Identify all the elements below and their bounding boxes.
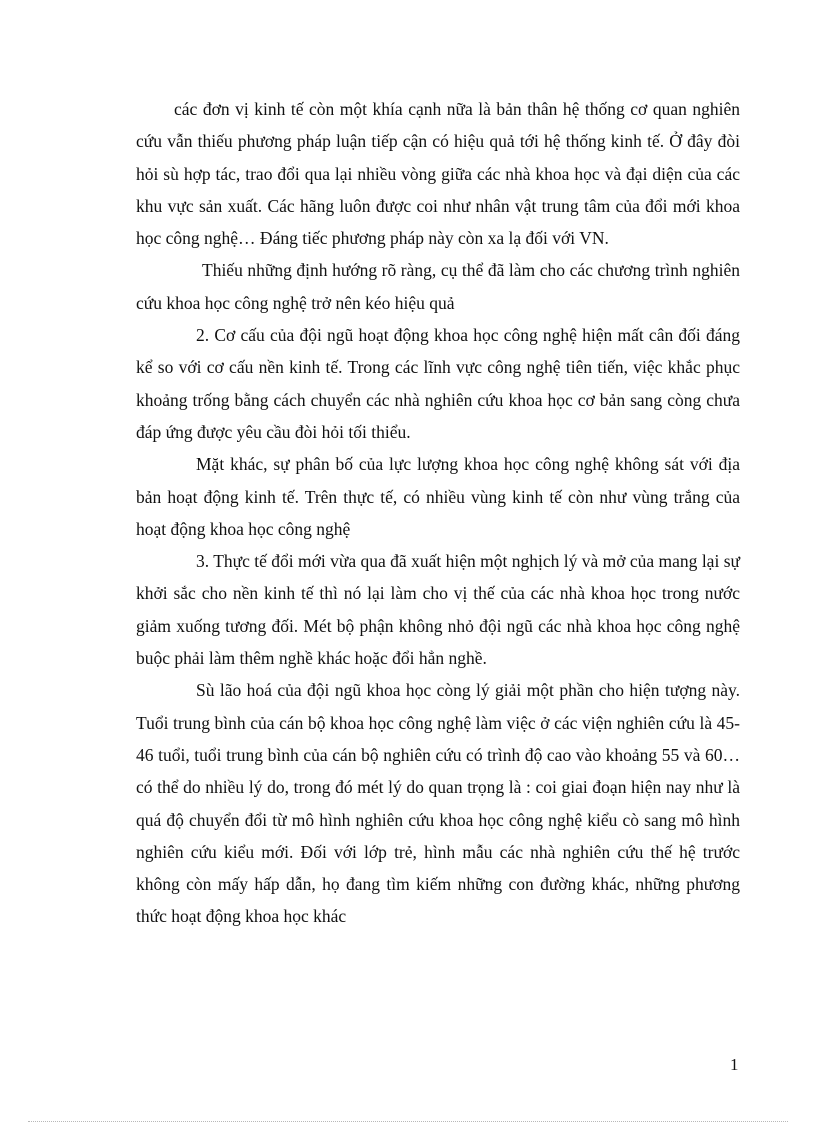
paragraph-1: các đơn vị kinh tế còn một khía cạnh nữa là bản thân hệ thống cơ quan nghiên cứu vẫn thiếu phương pháp luận tiếp cận có hiệu quả tới hệ thống kinh tế. Ở đây đòi hỏi sù hợp tác, trao đổi qua lại nhiều vòng giữa các nhà khoa học và đại diện của các khu vực sản xuất. Các hãng luôn được coi như nhân vật trung tâm của đổi mới khoa học công nghệ… Đáng tiếc phương pháp này còn xa lạ đối với VN. xyxy=(136,99,740,249)
paragraph-4: Mặt khác, sự phân bố của lực lượng khoa học công nghệ không sát với địa bản hoạt động kinh tế. Trên thực tế, có nhiều vùng kinh tế còn như vùng trắng của hoạt động khoa học công nghệ xyxy=(136,454,740,539)
footer-divider xyxy=(28,1121,788,1122)
paragraph-3: 2. Cơ cấu của đội ngũ hoạt động khoa học công nghệ hiện mất cân đối đáng kể so với cơ cấu nền kinh tế. Trong các lĩnh vực công nghệ tiên tiến, việc khắc phục khoảng trống bằng cách chuyển các nhà nghiên cứu khoa học cơ bản sang còng chưa đáp ứng được yêu cầu đòi hỏi tối thiểu. xyxy=(136,325,740,442)
paragraph-2: Thiếu những định hướng rõ ràng, cụ thể đã làm cho các chương trình nghiên cứu khoa học công nghệ trở nên kéo hiệu quả xyxy=(136,260,740,313)
body-text xyxy=(136,93,740,933)
paragraph-5: 3. Thực tế đổi mới vừa qua đã xuất hiện một nghịch lý và mở của mang lại sự khởi sắc cho nền kinh tế thì nó lại làm cho vị thế của các nhà khoa học trong nước giảm xuống tương đối. Mét bộ phận không nhỏ đội ngũ các nhà khoa học công nghệ buộc phải làm thêm nghề khác hoặc đổi hẳn nghề. xyxy=(136,551,740,669)
paragraph-6: Sù lão hoá của đội ngũ khoa học còng lý giải một phần cho hiện tượng này. Tuổi trung bình của cán bộ khoa học công nghệ làm việc ở các viện nghiên cứu là 45- 46 tuổi, tuổi trung bình của cán bộ nghiên cứu có trình độ cao vào khoảng 55 và 60… có thể do nhiều lý do, trong đó mét lý do quan trọng là : coi giai đoạn hiện nay như là quá độ chuyển đổi từ mô hình nghiên cứu khoa học công nghệ kiểu cò sang mô hình nghiên cứu kiểu mới. Đối với lớp trẻ, hình mẫu các nhà nghiên cứu thế hệ trước không còn mấy hấp dẫn, họ đang tìm kiếm những con đường khác, những phương thức hoạt động khoa học khác xyxy=(136,680,740,927)
page-number: 1 xyxy=(730,1055,739,1074)
